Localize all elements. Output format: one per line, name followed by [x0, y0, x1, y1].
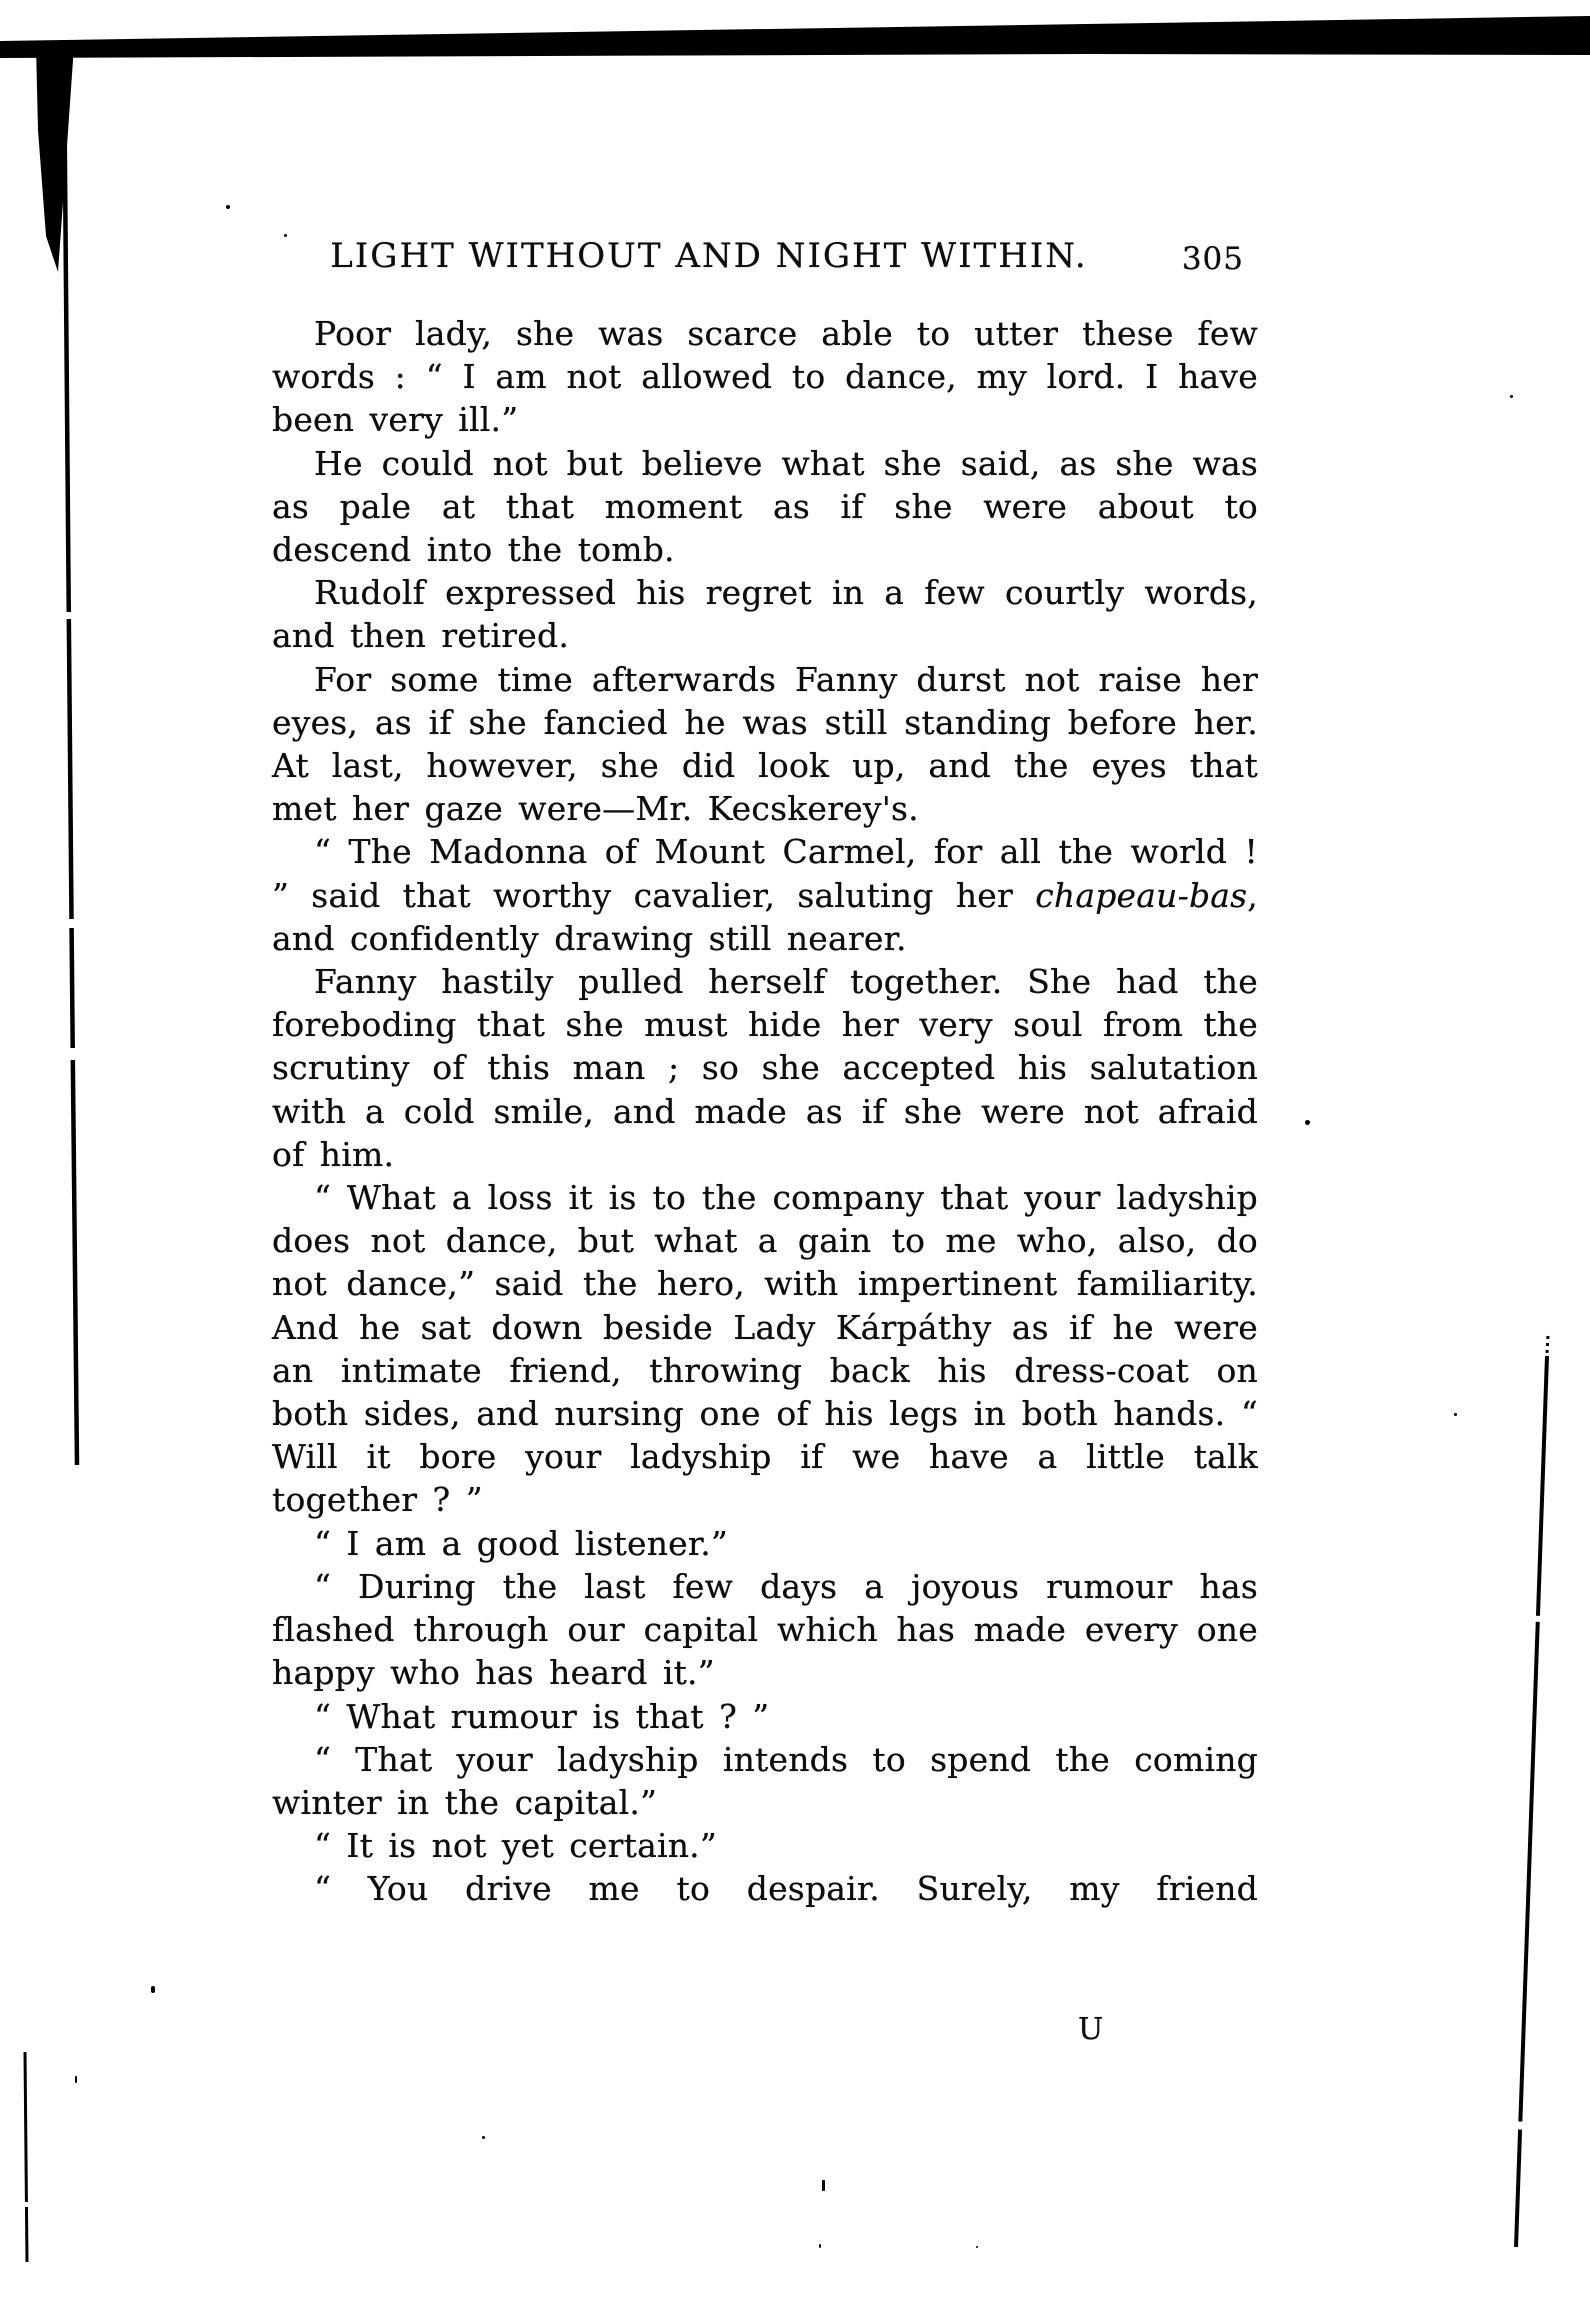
text-segment: “ The Madonna of Mount Carmel, for all the world ! ” said that worthy cavalier, saluting her	[272, 832, 1258, 915]
paragraph	[272, 1867, 1258, 1910]
scan-artifact-right-edge-dots	[1547, 1336, 1548, 1353]
scan-speck	[822, 2180, 825, 2191]
scan-artifact-spine-wedge	[36, 46, 74, 272]
paragraph	[272, 658, 1258, 831]
text-segment: “ That your ladyship intends to spend the coming winter in the capital.”	[272, 1739, 1258, 1822]
chapter-title: LIGHT WITHOUT AND NIGHT WITHIN.	[330, 236, 1088, 276]
paragraph	[272, 1565, 1258, 1695]
signature-mark: U	[1078, 2012, 1104, 2047]
paragraph	[272, 1824, 1258, 1867]
text-segment: “ You drive me to despair. Surely, my friend	[314, 1869, 1258, 1909]
paragraph	[272, 830, 1258, 960]
scan-speck	[75, 2076, 77, 2083]
paragraph	[272, 1176, 1258, 1522]
text-segment: “ What rumour is that ? ”	[314, 1696, 770, 1736]
italic-text-segment: chapeau-bas	[1035, 875, 1248, 915]
text-segment: He could not but believe what she said, as she was as pale at that moment as if she were about to descend into the tomb.	[272, 443, 1258, 570]
text-segment: For some time afterwards Fanny durst not raise her eyes, as if she fancied he was still standing before her. At last, however, she did look up, and the eyes that met her gaze were—Mr. Kecskerey's.	[272, 659, 1258, 829]
scan-speck	[284, 234, 287, 237]
paragraph	[272, 1522, 1258, 1565]
scan-artifact-left-edge-line	[25, 2052, 27, 2262]
scan-speck	[1454, 1413, 1457, 1416]
scan-speck	[1510, 395, 1513, 398]
running-header	[272, 236, 1258, 288]
scan-artifact-right-edge-line	[1516, 1356, 1547, 2247]
scan-speck	[482, 2136, 485, 2139]
scan-speck	[226, 205, 230, 209]
paragraph	[272, 312, 1258, 442]
scan-speck	[1305, 1120, 1310, 1125]
paragraph	[272, 442, 1258, 572]
scan-speck	[976, 2246, 978, 2248]
text-segment: , and confidently drawing still nearer.	[272, 875, 1258, 958]
text-segment: “ What a loss it is to the company that your ladyship does not dance, but what a gain to me who, also, do not dance,” said the hero, with impertinent familiarity. And he sat down beside Lady Kárpáthy as if he were an intimate friend, throwing back his dress-coat on both sides, and nursing one of his legs in both hands. “ Will it bore your ladyship if we have a little talk together ? ”	[272, 1178, 1258, 1520]
text-segment: Poor lady, she was scarce able to utter these few words : “ I am not allowed to dance, my lord. I have been very ill.”	[272, 314, 1258, 440]
text-segment: “ During the last few days a joyous rumour has flashed through our capital which has made every one happy who has heard it.”	[272, 1566, 1258, 1693]
text-column	[272, 312, 1258, 1911]
scan-artifact-top-bar	[0, 16, 1590, 58]
text-segment: “ I am a good listener.”	[314, 1523, 729, 1563]
scan-speck	[819, 2244, 821, 2248]
scan-speck	[151, 1986, 155, 1993]
paragraph	[272, 960, 1258, 1176]
paragraph	[272, 571, 1258, 657]
text-segment: Fanny hastily pulled herself together. She had the foreboding that she must hide her very soul from the scrutiny of this man ; so she accepted his salutation with a cold smile, and made as if she were not afraid of him.	[272, 962, 1258, 1174]
scan-artifact-spine-line	[64, 52, 77, 1465]
text-segment: Rudolf expressed his regret in a few courtly words, and then retired.	[272, 573, 1258, 656]
text-segment: “ It is not yet certain.”	[314, 1826, 717, 1866]
paragraph	[272, 1738, 1258, 1824]
page-number: 305	[1181, 241, 1244, 277]
paragraph	[272, 1695, 1258, 1738]
